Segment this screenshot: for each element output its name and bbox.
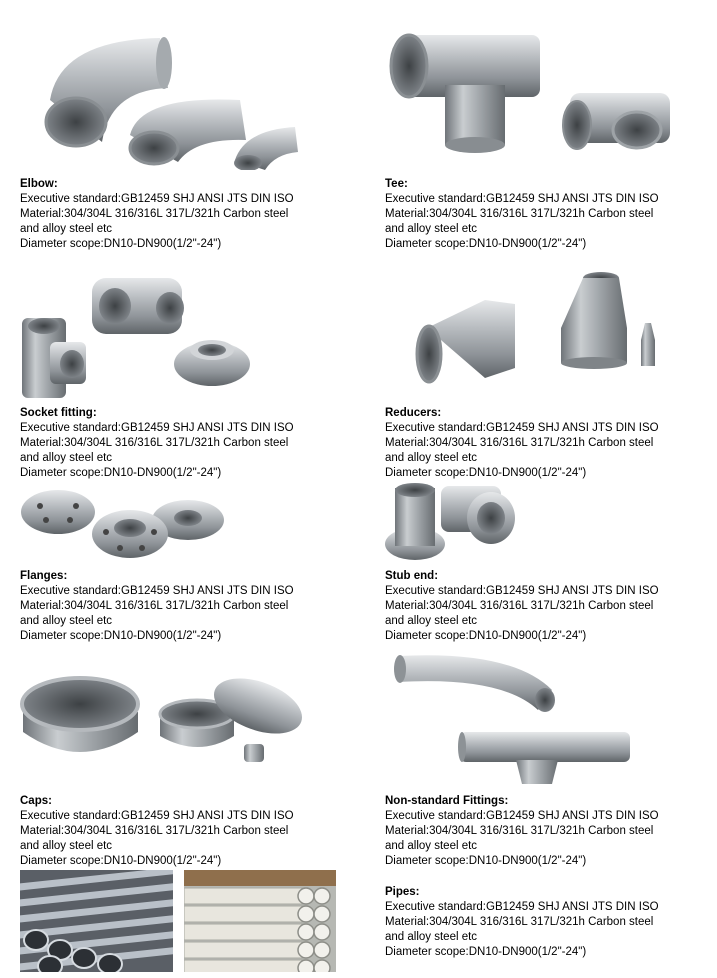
diameter-scope: Diameter scope:DN10-DN900(1/2"-24")	[385, 467, 587, 479]
executive-standard: Executive standard:GB12459 SHJ ANSI JTS DIN ISO	[385, 901, 659, 913]
product-reducers	[385, 406, 705, 481]
pipes-image-2	[184, 870, 336, 972]
material-cont: and alloy steel etc	[385, 931, 478, 943]
diameter-scope: Diameter scope:DN10-DN900(1/2"-24")	[20, 630, 222, 642]
material: Material:304/304L 316/316L 317L/321h Carbon steel	[385, 825, 654, 837]
product-elbow	[20, 177, 340, 252]
product-title: Reducers:	[385, 407, 442, 419]
product-title: Socket fitting:	[20, 407, 97, 419]
material: Material:304/304L 316/316L 317L/321h Carbon steel	[20, 825, 289, 837]
diameter-scope: Diameter scope:DN10-DN900(1/2"-24")	[385, 855, 587, 867]
product-title: Non-standard Fittings:	[385, 795, 509, 807]
material: Material:304/304L 316/316L 317L/321h Carbon steel	[385, 208, 654, 220]
material-cont: and alloy steel etc	[385, 452, 478, 464]
material-cont: and alloy steel etc	[20, 840, 113, 852]
material: Material:304/304L 316/316L 317L/321h Carbon steel	[385, 600, 654, 612]
executive-standard: Executive standard:GB12459 SHJ ANSI JTS DIN ISO	[385, 585, 659, 597]
material-cont: and alloy steel etc	[20, 223, 113, 235]
diameter-scope: Diameter scope:DN10-DN900(1/2"-24")	[20, 467, 222, 479]
product-caps	[20, 794, 340, 869]
diameter-scope: Diameter scope:DN10-DN900(1/2"-24")	[20, 855, 222, 867]
diameter-scope: Diameter scope:DN10-DN900(1/2"-24")	[385, 238, 587, 250]
material: Material:304/304L 316/316L 317L/321h Carbon steel	[20, 437, 289, 449]
material-cont: and alloy steel etc	[20, 615, 113, 627]
executive-standard: Executive standard:GB12459 SHJ ANSI JTS DIN ISO	[385, 810, 659, 822]
diameter-scope: Diameter scope:DN10-DN900(1/2"-24")	[385, 630, 587, 642]
product-title: Pipes:	[385, 886, 420, 898]
diameter-scope: Diameter scope:DN10-DN900(1/2"-24")	[20, 238, 222, 250]
non-standard-fittings-image	[392, 650, 637, 785]
elbow-image	[20, 30, 300, 170]
product-title: Tee:	[385, 178, 408, 190]
material-cont: and alloy steel etc	[385, 223, 478, 235]
reducers-image	[415, 268, 675, 393]
product-title: Caps:	[20, 795, 52, 807]
product-stub-end	[385, 569, 705, 644]
pipes-image-1	[20, 870, 173, 972]
product-pipes	[385, 885, 705, 960]
product-title: Flanges:	[20, 570, 68, 582]
executive-standard: Executive standard:GB12459 SHJ ANSI JTS DIN ISO	[20, 810, 294, 822]
product-non-standard-fittings	[385, 794, 705, 869]
executive-standard: Executive standard:GB12459 SHJ ANSI JTS DIN ISO	[385, 193, 659, 205]
product-title: Stub end:	[385, 570, 439, 582]
socket-fitting-image	[20, 272, 260, 402]
material-cont: and alloy steel etc	[385, 615, 478, 627]
material: Material:304/304L 316/316L 317L/321h Carbon steel	[385, 437, 654, 449]
product-socket-fitting	[20, 406, 340, 481]
material: Material:304/304L 316/316L 317L/321h Carbon steel	[385, 916, 654, 928]
caps-image	[20, 672, 310, 767]
executive-standard: Executive standard:GB12459 SHJ ANSI JTS DIN ISO	[20, 422, 294, 434]
material: Material:304/304L 316/316L 317L/321h Carbon steel	[20, 600, 289, 612]
material: Material:304/304L 316/316L 317L/321h Carbon steel	[20, 208, 289, 220]
executive-standard: Executive standard:GB12459 SHJ ANSI JTS DIN ISO	[20, 193, 294, 205]
diameter-scope: Diameter scope:DN10-DN900(1/2"-24")	[385, 946, 587, 958]
material-cont: and alloy steel etc	[385, 840, 478, 852]
product-flanges	[20, 569, 340, 644]
tee-image	[385, 25, 685, 155]
material-cont: and alloy steel etc	[20, 452, 113, 464]
product-tee	[385, 177, 705, 252]
executive-standard: Executive standard:GB12459 SHJ ANSI JTS DIN ISO	[20, 585, 294, 597]
flanges-image	[20, 486, 230, 564]
product-title: Elbow:	[20, 178, 58, 190]
stub-end-image	[383, 478, 533, 568]
executive-standard: Executive standard:GB12459 SHJ ANSI JTS DIN ISO	[385, 422, 659, 434]
